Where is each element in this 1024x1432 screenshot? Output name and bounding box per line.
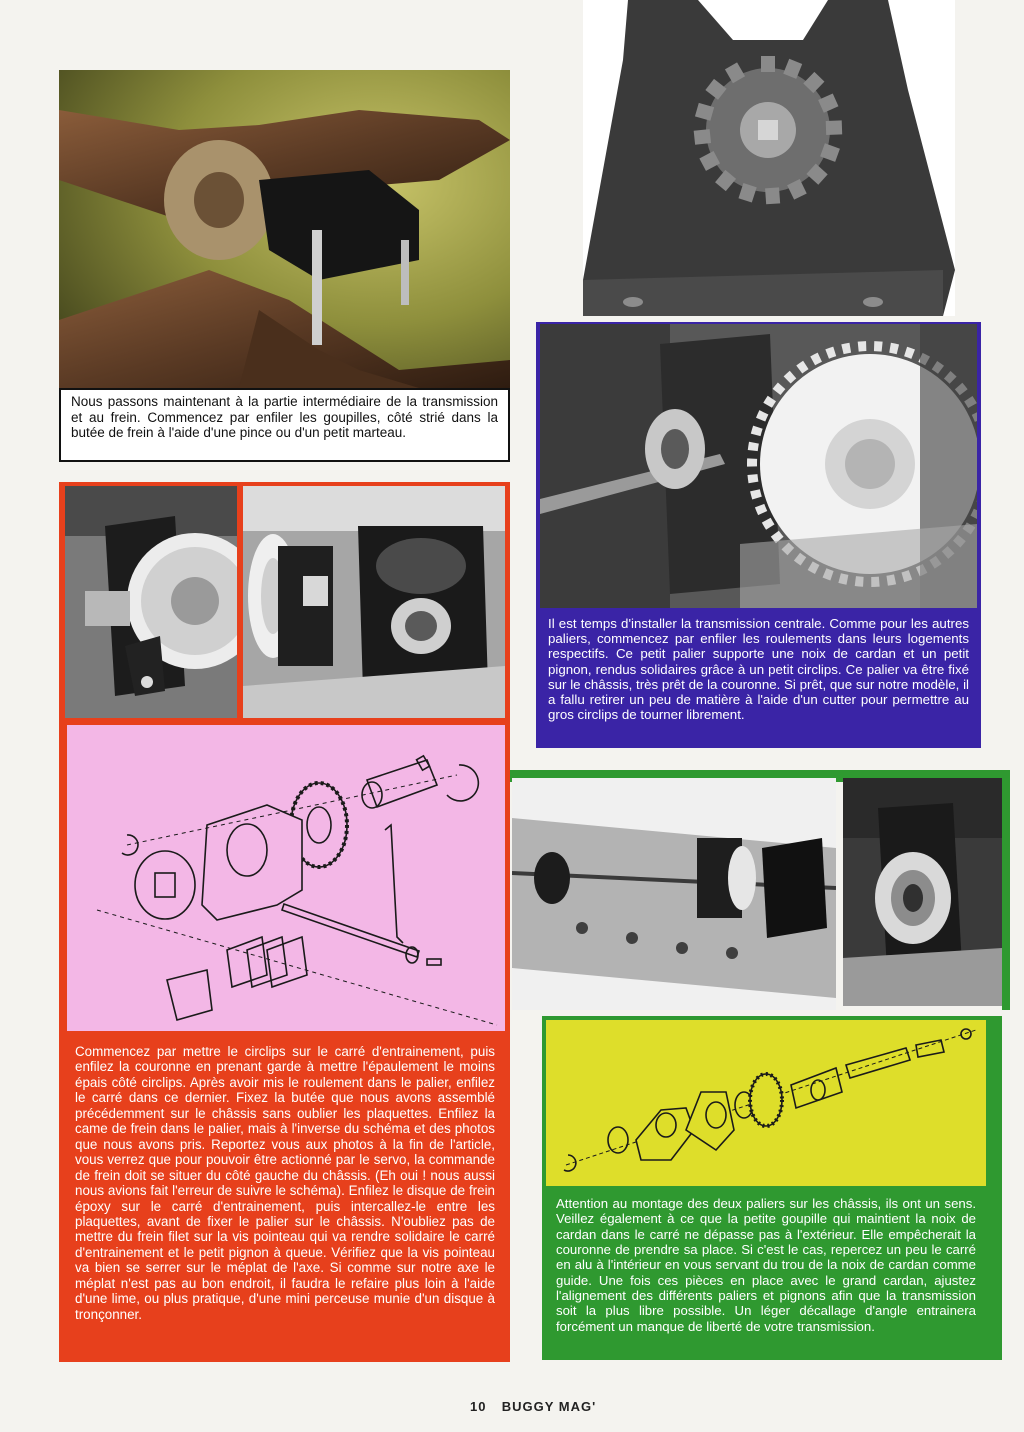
brake-caption: Commencez par mettre le circlips sur le carré d'entrainement, puis enfilez la couronne en prenant garde à mettre l'épaulement le moins épais côté circlips. Après avoir mis le roulement dans le palier, enfilez le carré dans ce dernier. Fixez la butée que nous avons assemblé précédemment sur le châssis sans oublier les plaquettes. Enfilez la came de frein dans le palier, mais à l'inverse du schéma et des photos que nous avons pris. Reportez vous aux photos à la fin de l'article, vous verrez que pour pouvoir être actionné par le servo, la commande de frein doit se situer du côté gauche du châssis. (Eh oui ! nous aussi nous avions fait l'erreur de suivre le schéma). Enfilez le disque de frein époxy sur le carré d'entrainement, puis intercallez-le entre les plaquettes, avant de fixer le palier sur le châssis. N'oubliez pas de mettre du frein filet sur la vis pointeau qui va rendre solidaire le carré d'entrainement et le petit pignon à queue. Vérifiez que la vis pointeau va bien se serrer sur le méplat de l'axe. Si comme sur notre axe le méplat n'est pas au bon endroit, il faudra le refaire plus loin à l'aide d'une lime, ou plus pratique, d'une mini perceuse munie d'un disque à tronçonner. — [63, 1038, 507, 1356]
page-number: 10 — [470, 1399, 487, 1414]
gear-block-photo — [583, 0, 955, 316]
paliers-caption: Attention au montage des deux paliers sur les châssis, ils ont un sens. Veillez également à ce que la petite goupille qui maintient la noix de cardan dans le carré ne dépasse pas à l'extérieur. Elle empêcherait la couronne de prendre sa place. Si c'est le cas, repercez un peu le carré en alu à l'intérieur en vous servant du trou de la noix de cardan comme guide. Une fois ces pièces en place avec le grand cardan, ajustez l'alignement des différents paliers et pignons afin que la transmission soit la plus libre possible. Un léger décallage d'angle entrainera forcément un manque de liberté de votre transmission. — [546, 1190, 986, 1356]
brake-differential-photo — [243, 486, 505, 718]
pliers-photo — [59, 70, 510, 388]
paliers-panel-right-border — [1002, 770, 1010, 1010]
central-transmission-caption: Il est temps d'installer la transmission centrale. Comme pour les autres paliers, commencez par enfiler les roulements dans leurs logements respectifs. Ce petit palier supporte une noix de cardan et un petit pignon, rendus solidaires grâce à un petit circlips. Ce palier va être fixé sur le châssis, très prêt de la couronne. Si prêt, que sur notre modèle, il a fallu retirer un peu de matière à l'aide d'un cutter pour permettre au gros circlips de tourner librement. — [540, 612, 977, 746]
brake-exploded-diagram — [67, 725, 505, 1031]
central-transmission-photo — [540, 324, 977, 608]
bearing-block-photo — [843, 778, 1002, 1006]
brake-bearing-photo — [65, 486, 237, 718]
page-footer — [470, 1399, 610, 1419]
pliers-caption: Nous passons maintenant à la partie intermédiaire de la transmission et au frein. Commencez par enfiler les goupilles, côté strié dans la butée de frein à l'aide d'une pince ou d'un petit marteau. — [59, 388, 510, 462]
paliers-exploded-diagram — [546, 1020, 986, 1186]
magazine-name: BUGGY MAG' — [501, 1399, 597, 1414]
chassis-photo — [512, 778, 836, 1010]
